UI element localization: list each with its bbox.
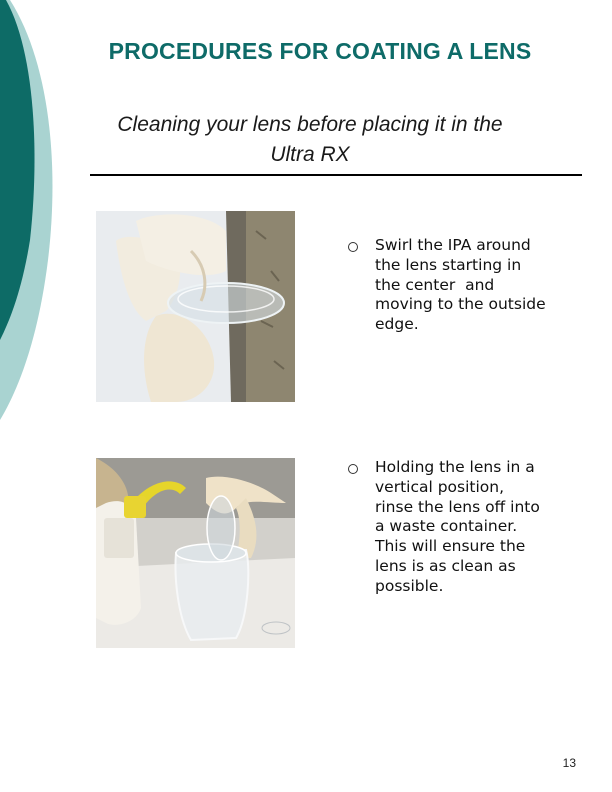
slide-title: PROCEDURES FOR COATING A LENS — [108, 38, 532, 64]
slide-subtitle — [70, 110, 550, 170]
divider-line — [90, 174, 582, 176]
subtitle-line-2: Ultra RX — [270, 143, 350, 166]
bullet-circle-icon — [348, 464, 358, 474]
step-item — [348, 236, 588, 335]
photo-rinsing-lens-into-waste-container — [96, 458, 295, 648]
step-text: Holding the lens in a vertical position, rinse the lens off into a waste container. This will ensure the lens is as clean as possible. — [375, 458, 540, 595]
photo-swirling-ipa-on-lens — [96, 211, 295, 402]
bullet-circle-icon — [348, 242, 358, 252]
subtitle-line-1: Cleaning your lens before placing it in the — [117, 113, 503, 136]
step-item — [348, 458, 588, 597]
page-number: 13 — [562, 756, 576, 770]
step-text: Swirl the IPA around the lens starting in the center and moving to the outside edge. — [375, 236, 546, 334]
